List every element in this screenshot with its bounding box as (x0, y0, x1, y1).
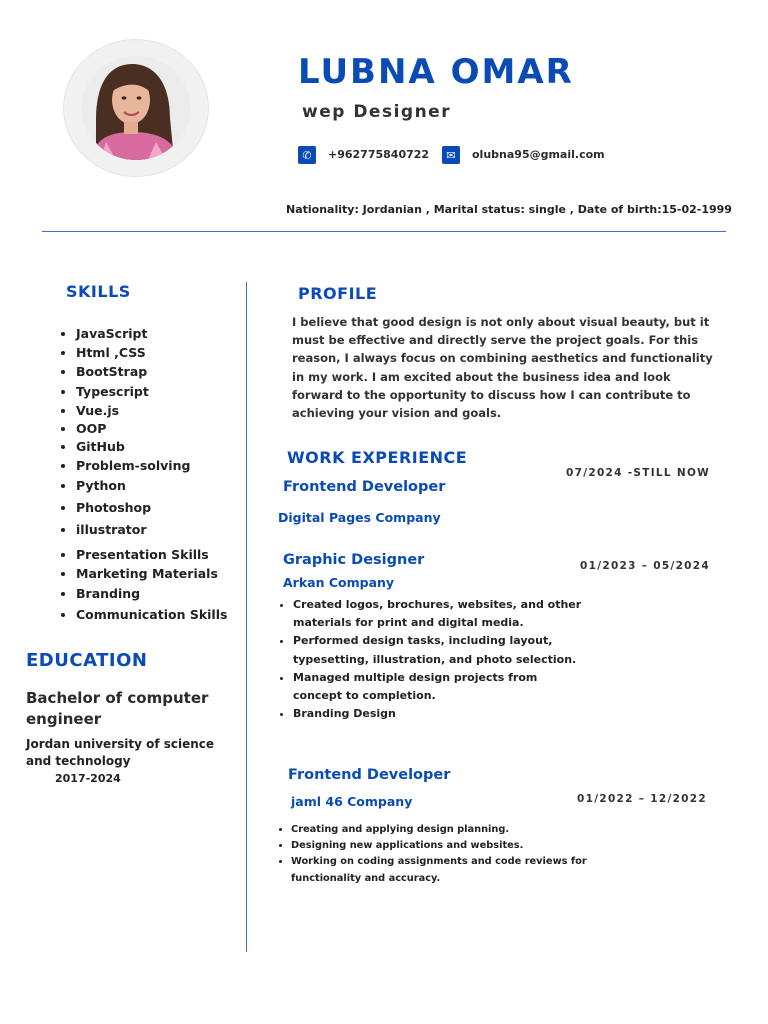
full-name: LUBNA OMAR (298, 52, 574, 92)
skill-item: • JavaScript (76, 326, 256, 345)
education-heading: EDUCATION (26, 650, 148, 671)
skill-item: • illustrator (76, 522, 256, 547)
skill-item: • OOP (76, 421, 256, 439)
job-title: wep Designer (302, 102, 452, 122)
skill-item: • Photoshop (76, 500, 256, 522)
experience-heading: WORK EXPERIENCE (287, 448, 468, 467)
skill-item: • Problem-solving (76, 458, 256, 478)
skill-item: • BootStrap (76, 364, 256, 384)
profile-text: I believe that good design is not only about visual beauty, but it must be effective and directly serve the project goals. For this reason, I always focus on combining aesthetics and functionality in my work. I am excited about the business idea and look forward to the opportunity to discuss how I can contribute to achieving your vision and goals. (292, 315, 713, 421)
skill-item: • GitHub (76, 439, 256, 458)
skill-item: • Branding (76, 586, 256, 607)
job-company-3: jaml 46 Company (291, 794, 413, 809)
job-title-1: Frontend Developer (283, 479, 446, 495)
education-university: Jordan university of science and technology (26, 737, 215, 768)
job-duties-3 (275, 822, 601, 887)
job-company-1: Digital Pages Company (278, 510, 441, 525)
phone-number[interactable]: +962775840722 (328, 148, 430, 161)
profile-heading: PROFILE (298, 284, 378, 303)
skill-item: • Html ,CSS (76, 345, 256, 364)
skill-item: • Presentation Skills (76, 547, 256, 566)
skill-item: • Typescript (76, 384, 256, 403)
job-duties-2 (275, 596, 583, 723)
skill-item: • Python (76, 478, 256, 500)
skill-item: • Vue.js (76, 403, 256, 421)
skill-item: • Communication Skills (76, 607, 256, 627)
education-degree: Bachelor of computer engineer (26, 689, 209, 728)
duty-item: • Designing new applications and websites. (291, 838, 601, 854)
duty-item: • Branding Design (293, 705, 583, 723)
phone-icon: ✆ (298, 146, 316, 164)
avatar-photo (82, 56, 190, 160)
duty-item: • Performed design tasks, including layout, typesetting, illustration, and photo selection. (293, 632, 583, 668)
skills-heading: SKILLS (66, 282, 131, 301)
duty-item: • Managed multiple design projects from concept to completion. (293, 669, 583, 705)
skills-list (56, 326, 256, 627)
job-dates-3: 01/2022 – 12/2022 (577, 793, 708, 805)
job-title-3: Frontend Developer (288, 767, 451, 783)
job-dates-1: 07/2024 -STILL NOW (566, 467, 711, 479)
education-years: 2017-2024 (55, 772, 121, 785)
duty-item: • Creating and applying design planning. (291, 822, 601, 838)
avatar (82, 56, 190, 160)
duty-item: • Created logos, brochures, websites, and other materials for print and digital media. (293, 596, 583, 632)
skill-item: • Marketing Materials (76, 566, 256, 586)
duty-item: • Working on coding assignments and code reviews for functionality and accuracy. (291, 854, 601, 886)
header-divider (42, 231, 726, 232)
job-dates-2: 01/2023 – 05/2024 (580, 560, 711, 572)
email-address[interactable]: olubna95@gmail.com (472, 148, 605, 161)
personal-info-line: Nationality: Jordanian , Marital status: single , Date of birth:15-02-1999 (286, 203, 732, 216)
job-title-2: Graphic Designer (283, 552, 425, 568)
job-company-2: Arkan Company (283, 575, 395, 590)
email-icon: ✉ (442, 146, 460, 164)
